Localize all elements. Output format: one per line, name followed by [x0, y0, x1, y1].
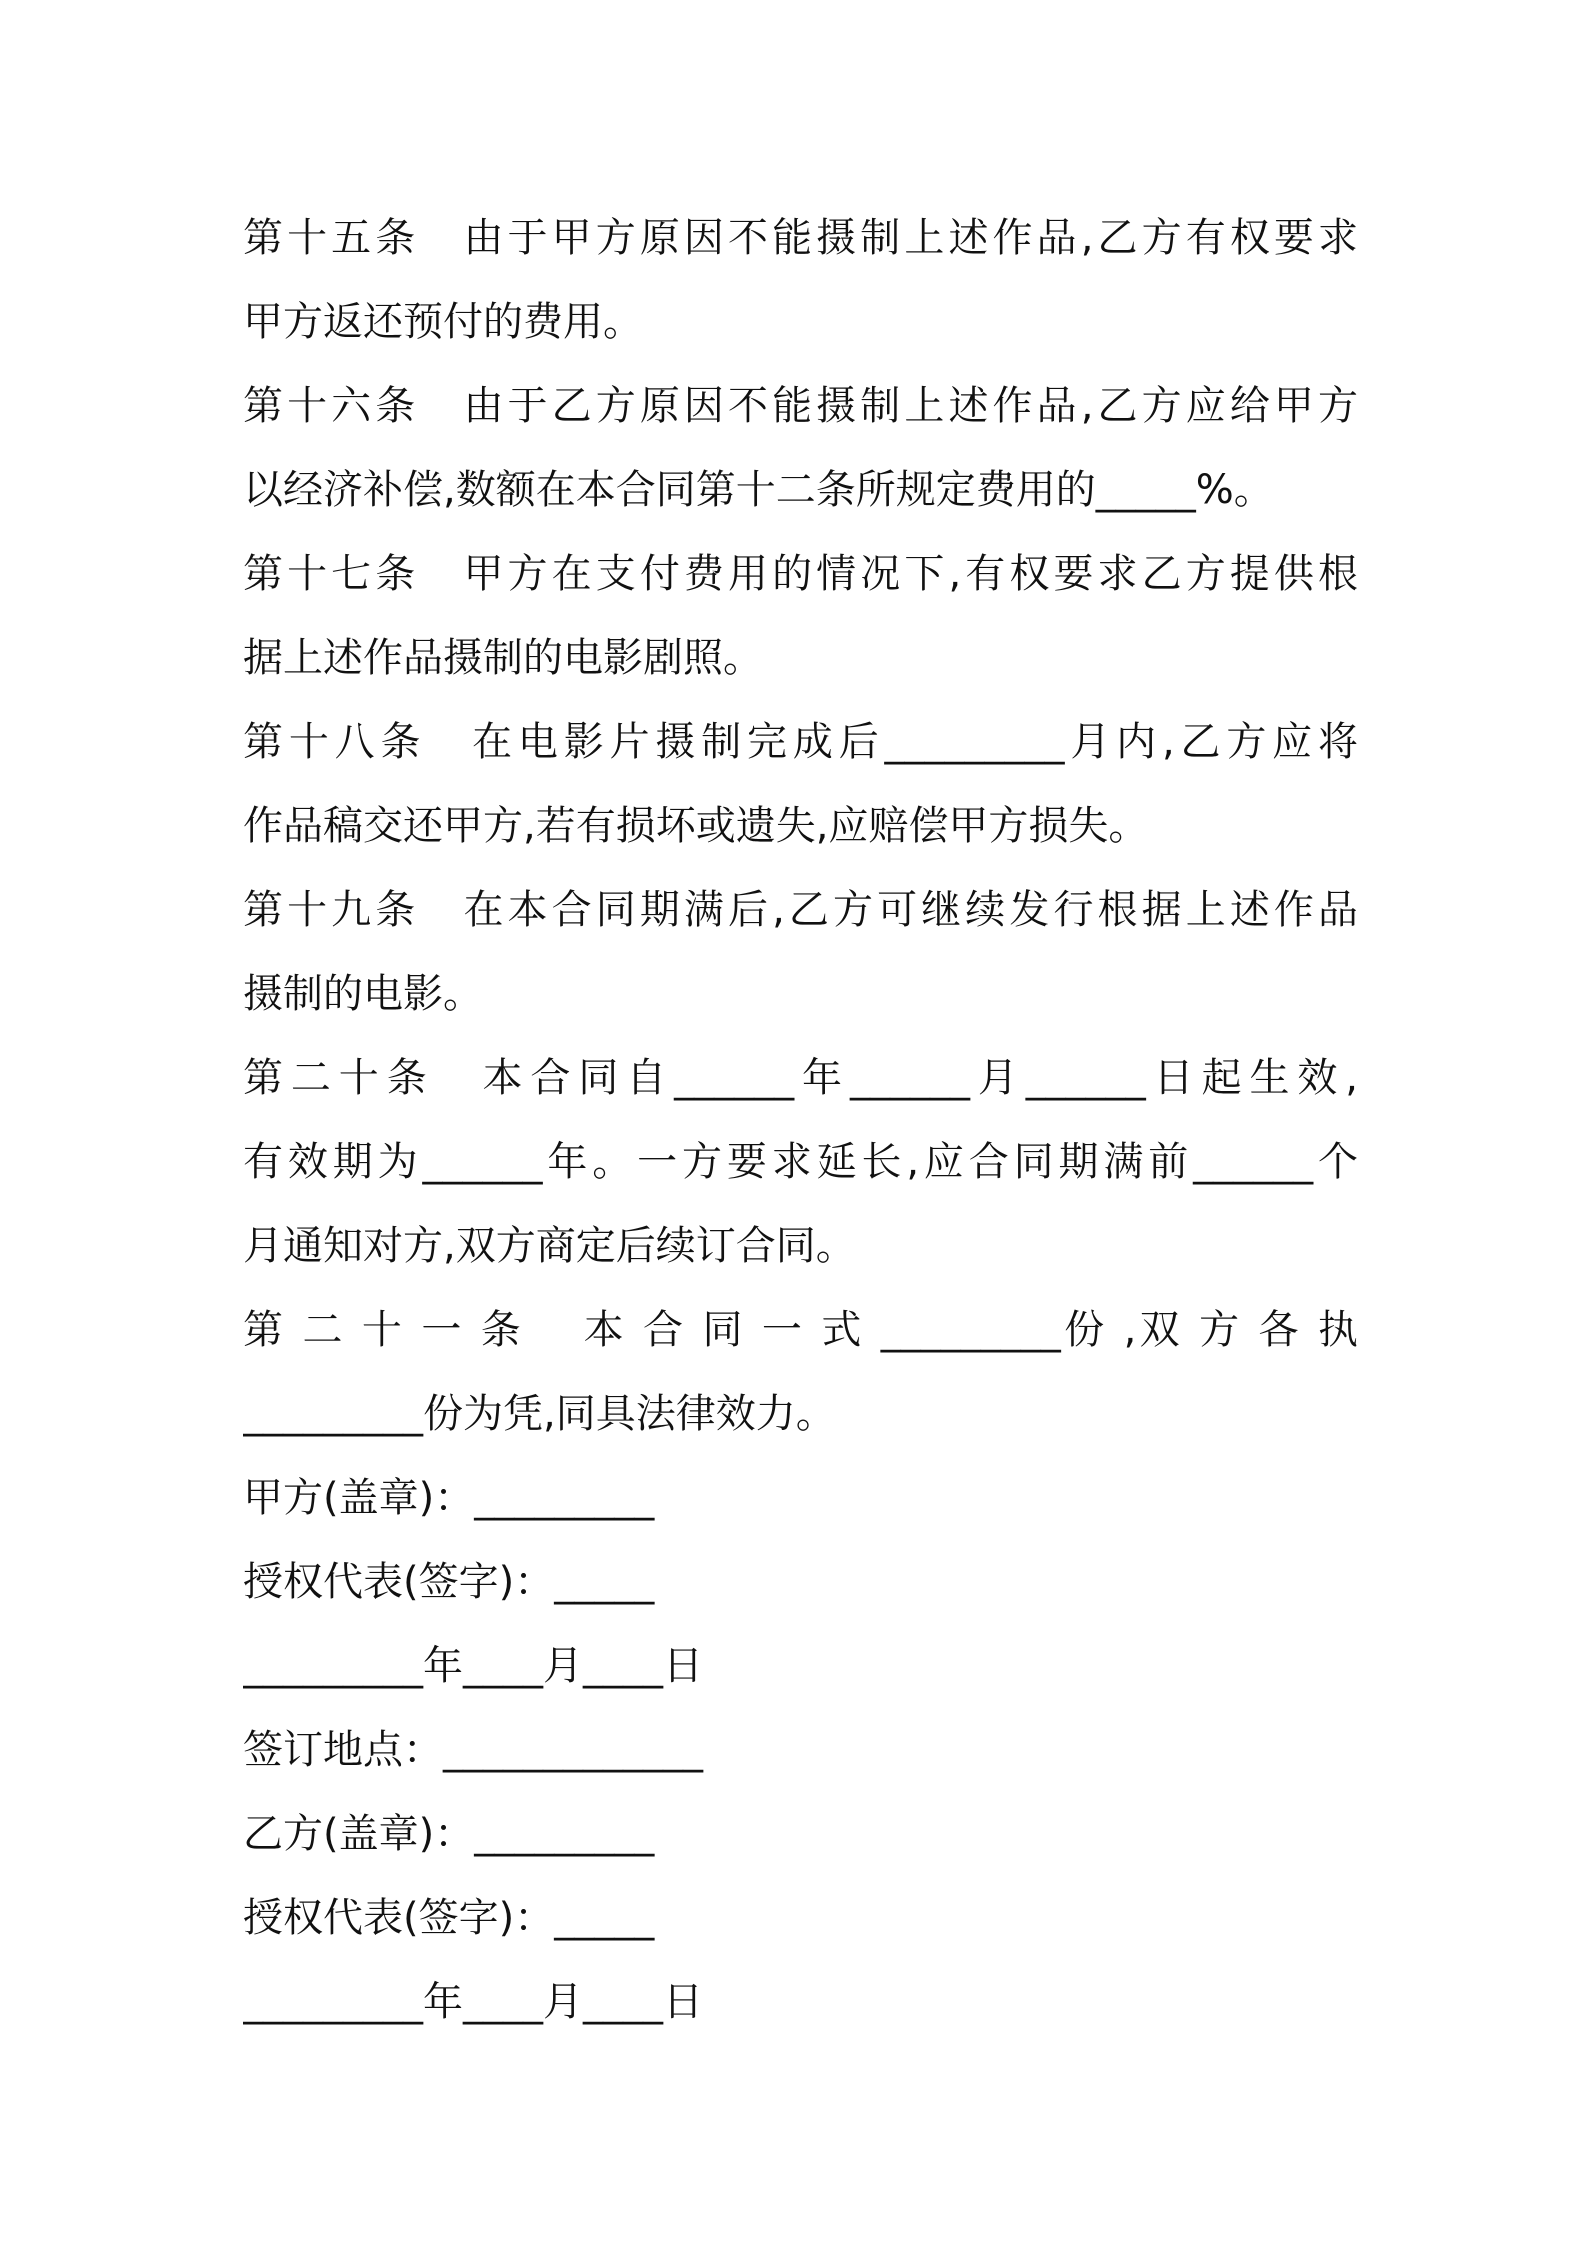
article-19-line-1: 第十九条 在本合同期满后,乙方可继续发行根据上述作品	[243, 887, 1358, 933]
party-a-representative: 授权代表(签字)：_____	[243, 1559, 655, 1605]
signing-location: 签订地点：_____________	[243, 1727, 703, 1773]
article-20-line-2: 有效期为______年。一方要求延长,应合同期满前______个	[243, 1139, 1358, 1185]
party-a-date: _________年____月____日	[243, 1643, 703, 1689]
article-16-line-1: 第十六条 由于乙方原因不能摄制上述作品,乙方应给甲方	[243, 383, 1358, 429]
article-20-line-3: 月通知对方,双方商定后续订合同。	[243, 1223, 856, 1269]
party-b-representative: 授权代表(签字)：_____	[243, 1895, 655, 1941]
article-21-line-1: 第 二 十 一 条 本 合 同 一 式 _________份 ,双 方 各 执	[243, 1307, 1358, 1353]
article-21-line-2: _________份为凭,同具法律效力。	[243, 1391, 836, 1437]
contract-page	[243, 196, 1358, 2044]
article-18-line-2: 作品稿交还甲方,若有损坏或遗失,应赔偿甲方损失。	[243, 803, 1149, 849]
article-17-line-2: 据上述作品摄制的电影剧照。	[243, 635, 763, 681]
party-b-seal: 乙方(盖章)：_________	[243, 1811, 655, 1857]
article-18-line-1: 第十八条 在电影片摄制完成后_________月内,乙方应将	[243, 719, 1358, 765]
article-16-line-2: 以经济补偿,数额在本合同第十二条所规定费用的_____%。	[243, 467, 1274, 513]
article-15-line-2: 甲方返还预付的费用。	[243, 299, 643, 345]
party-a-seal: 甲方(盖章)：_________	[243, 1475, 655, 1521]
article-19-line-2: 摄制的电影。	[243, 971, 483, 1017]
article-15-line-1: 第十五条 由于甲方原因不能摄制上述作品,乙方有权要求	[243, 215, 1358, 261]
article-17-line-1: 第十七条 甲方在支付费用的情况下,有权要求乙方提供根	[243, 551, 1358, 597]
article-20-line-1: 第二十条 本合同自______年______月______日起生效,	[243, 1055, 1358, 1101]
party-b-date: _________年____月____日	[243, 1979, 703, 2025]
